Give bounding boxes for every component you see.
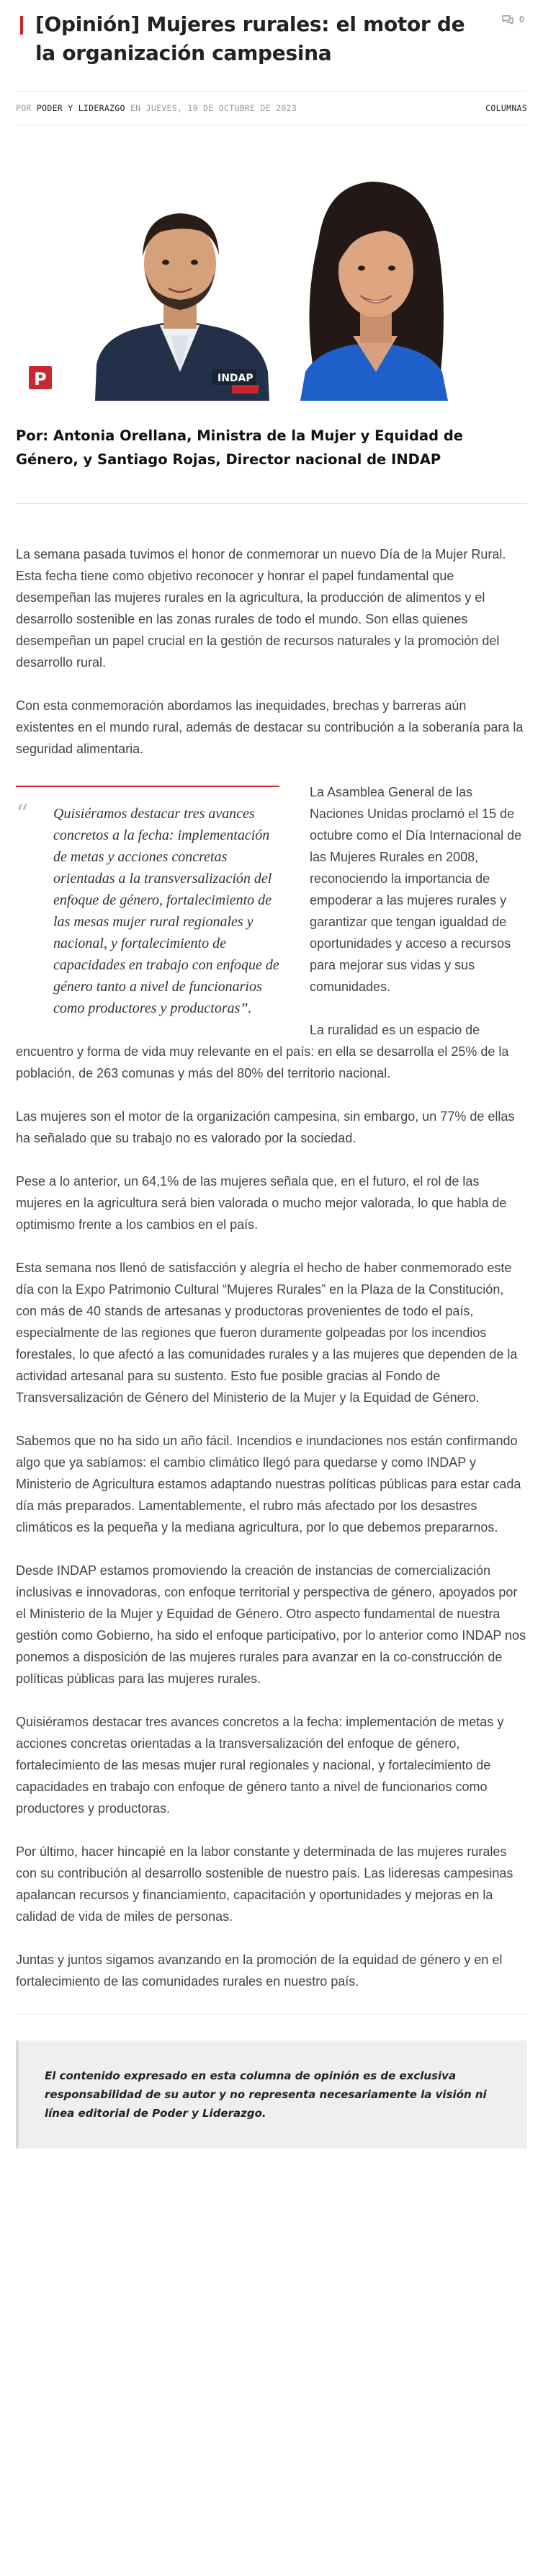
paragraph: Con esta conmemoración abordamos las inequidades, brechas y barreras aún existentes en el mundo rural, además de destacar su contribución a la soberanía para la seguridad alimentaria. bbox=[16, 698, 524, 756]
category-link[interactable]: COLUMNAS bbox=[485, 103, 527, 113]
paragraph: Quisiéramos destacar tres avances concretos a la fecha: implementación de metas y acciones concretas orientadas a la transversalización del enfoque de género, fortalecimiento de las mesas mujer rural regionales y nacional, y fortalecimiento de capacidades en trabajo con enfoque de género tanto a nivel de funcionarios como productores y productoras. bbox=[16, 1715, 504, 1816]
paragraph: Juntas y juntos sigamos avanzando en la promoción de la equidad de género y en el fortalecimiento de las comunidades rurales en nuestro país. bbox=[16, 1953, 503, 1989]
hero-portraits bbox=[16, 156, 527, 401]
comment-count: 0 bbox=[519, 14, 524, 25]
meta-byline bbox=[16, 103, 297, 113]
title-accent-bar bbox=[20, 16, 23, 35]
paragraph: Por último, hacer hincapié en la labor constante y determinada de las mujeres rurales con su contribución al desarrollo sostenible de nuestro país. Las lideresas campesinas apalancan recursos y financiamiento, capacitación y oportunidades y mejoras en la calidad de vida de miles de personas. bbox=[16, 1844, 513, 1924]
publisher-logo bbox=[29, 366, 52, 389]
article-meta bbox=[16, 91, 527, 125]
section-divider bbox=[16, 503, 527, 504]
paragraph: Sabemos que no ha sido un año fácil. Incendios e inundaciones nos están confirmando algo que ya sabíamos: el cambio climático llegó para quedarse y como INDAP y Ministerio de Agricultura estamos adaptando nuestras políticas públicas para estar cada día más preparados. Lamentablemente, el rubro más afectado por los desastres climáticos es la pequeña y la mediana agricultura, por lo que debemos prepararnos. bbox=[16, 1434, 521, 1535]
article-body bbox=[16, 543, 527, 1992]
article-byline: Por: Antonia Orellana, Ministra de la Mujer y Equidad de Género, y Santiago Rojas, Director nacional de INDAP bbox=[16, 427, 464, 468]
portrait-woman bbox=[300, 182, 448, 401]
pullquote bbox=[16, 786, 279, 1019]
pullquote-text: Quisiéramos destacar tres avances concretos a la fecha: implementación de metas y acciones concretas orientadas a la transversalización del enfoque de género, fortalecimiento de las mesas mujer rural regionales y nacional, y fortalecimiento de capacidades en trabajo con enfoque de género tanto a nivel de funcionarios como productores y productoras”. bbox=[53, 806, 279, 1016]
meta-date: EN JUEVES, 19 DE OCTUBRE DE 2023 bbox=[130, 103, 297, 113]
article-title: [Opinión] Mujeres rurales: el motor de la organización campesina bbox=[35, 12, 465, 65]
article-header bbox=[16, 0, 527, 76]
paragraph: Esta semana nos llenó de satisfacción y alegría el hecho de haber conmemorado este día con la Expo Patrimonio Cultural “Mujeres Rurales” en la Plaza de la Constitución, con más de 40 stands de artesanas y productoras provenientes de todo el país, especialmente de las regiones que fueron duramente golpeadas por los incendios forestales, lo que afectó a las comunidades rurales y a las mujeres que dependen de la actividad artesanal para su sustento. Esto fue posible gracias al Fondo de Transversalización de Género del Ministerio de la Mujer y la Equidad de Género. bbox=[16, 1261, 518, 1405]
comment-bubble-icon bbox=[502, 15, 513, 25]
paragraph: Las mujeres son el motor de la organización campesina, sin embargo, un 77% de ellas ha señalado que su trabajo no es valorado por la sociedad. bbox=[16, 1109, 515, 1145]
editorial-disclaimer: El contenido expresado en esta columna de opinión es de exclusiva responsabilidad de su autor y no representa necesariamente la visión ni línea editorial de Poder y Liderazgo. bbox=[16, 2040, 527, 2149]
hero-badge: INDAP bbox=[217, 373, 253, 384]
hero-image bbox=[16, 156, 527, 401]
paragraph: La semana pasada tuvimos el honor de conmemorar un nuevo Día de la Mujer Rural. Esta fecha tiene como objetivo reconocer y honrar el papel fundamental que desempeñan las mujeres rurales en la agricultura, la producción de alimentos y el desarrollo sostenible en las zonas rurales de todo el mundo. Son ellas quienes desempeñan un papel crucial en la gestión de recursos naturales y la promoción del desarrollo rural. bbox=[16, 547, 506, 670]
pullquote-section bbox=[16, 781, 527, 1106]
paragraph: La Asamblea General de las Naciones Unidas proclamó el 15 de octubre como el Día Internacional de las Mujeres Rurales en 2008, reconociendo la importancia de empoderar a las mujeres rurales y garantizar que tengan igualdad de oportunidades y acceso a recursos para mejorar sus vidas y sus comunidades. bbox=[310, 785, 522, 994]
logo-letter: P bbox=[34, 369, 47, 389]
author-link[interactable]: PODER Y LIDERAZGO bbox=[36, 103, 125, 113]
paragraph: Pese a lo anterior, un 64,1% de las mujeres señala que, en el futuro, el rol de las mujeres en la agricultura será bien valorada o mucho mejor valorada, lo que habla de optimismo frente a los cambios en el país. bbox=[16, 1174, 507, 1232]
footer-divider bbox=[16, 2014, 527, 2015]
portrait-man bbox=[95, 213, 269, 401]
paragraph: La ruralidad es un espacio de encuentro y forma de vida muy relevante en el país: en ella se desarrolla el 25% de la población, de 263 comunas y más del 80% del territorio nacional. bbox=[16, 1023, 509, 1080]
meta-prefix: POR bbox=[16, 103, 32, 113]
quote-mark-icon: “ bbox=[16, 799, 29, 828]
paragraph: Desde INDAP estamos promoviendo la creación de instancias de comercialización inclusivas e innovadoras, con enfoque territorial y perspectiva de género, apoyados por el Ministerio de la Mujer y Equidad de Género. Otro aspecto fundamental de nuestra gestión como Gobierno, ha sido el enfoque participativo, por lo anterior como INDAP nos ponemos a disposición de las mujeres rurales para avanzar en la co-construcción de políticas públicas para las mujeres rurales. bbox=[16, 1563, 526, 1686]
comments-link[interactable] bbox=[502, 14, 524, 25]
